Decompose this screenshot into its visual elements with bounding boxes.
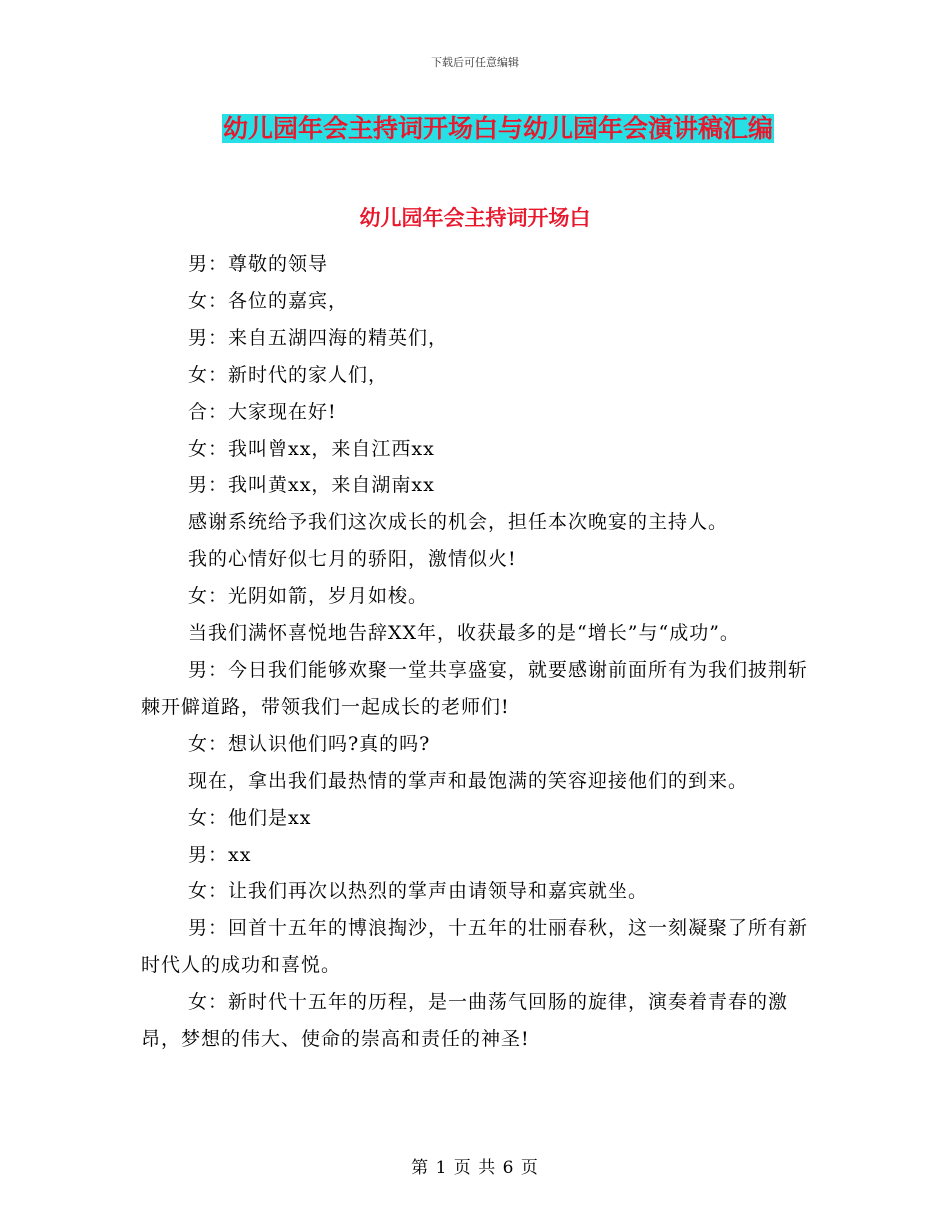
document-title: [0, 112, 950, 146]
section-title: 幼儿园年会主持词开场白: [359, 205, 591, 230]
page-footer: 第 1 页 共 6 页: [411, 1158, 539, 1178]
paragraph: 感谢系统给予我们这次成长的机会，担任本次晚宴的主持人。: [188, 511, 729, 534]
paragraph: 现在，拿出我们最热情的掌声和最饱满的笑容迎接他们的到来。: [188, 769, 749, 792]
paragraph: 男：来自五湖四海的精英们，: [188, 326, 449, 349]
paragraph: 女：让我们再次以热烈的掌声由请领导和嘉宾就坐。: [188, 880, 649, 903]
page-header-note: 下载后可任意编辑: [431, 56, 519, 69]
document-title-text: 幼儿园年会主持词开场白与幼儿园年会演讲稿汇编: [222, 114, 773, 143]
paragraph: 男：xx: [188, 843, 252, 866]
paragraph: 当我们满怀喜悦地告辞XX年，收获最多的是“增长”与“成功”。: [188, 622, 740, 645]
paragraph: 女：他们是xx: [188, 806, 312, 829]
paragraph: 男：我叫黄xx，来自湖南xx: [188, 474, 435, 497]
document-body: [141, 246, 813, 1058]
paragraph: 男：今日我们能够欢聚一堂共享盛宴，就要感谢前面所有为我们披荆斩棘开僻道路，带领我们一起成长的老师们!: [141, 658, 809, 718]
paragraph: 女：光阴如箭，岁月如梭。: [188, 585, 429, 608]
paragraph: 女：各位的嘉宾，: [188, 289, 349, 312]
paragraph: 女：新时代十五年的历程，是一曲荡气回肠的旋律，演奏着青春的激昂，梦想的伟大、使命的崇高和责任的神圣!: [141, 991, 789, 1051]
paragraph: 我的心情好似七月的骄阳，激情似火!: [188, 548, 517, 571]
paragraph: 女：新时代的家人们，: [188, 363, 389, 386]
paragraph: 合：大家现在好!: [188, 400, 337, 423]
paragraph: 女：我叫曾xx，来自江西xx: [188, 437, 435, 460]
paragraph: 女：想认识他们吗?真的吗?: [188, 732, 431, 755]
paragraph: 男：回首十五年的博浪掏沙，十五年的壮丽春秋，这一刻凝聚了所有新时代人的成功和喜悦。: [141, 917, 809, 977]
paragraph: 男：尊敬的领导: [188, 253, 329, 275]
